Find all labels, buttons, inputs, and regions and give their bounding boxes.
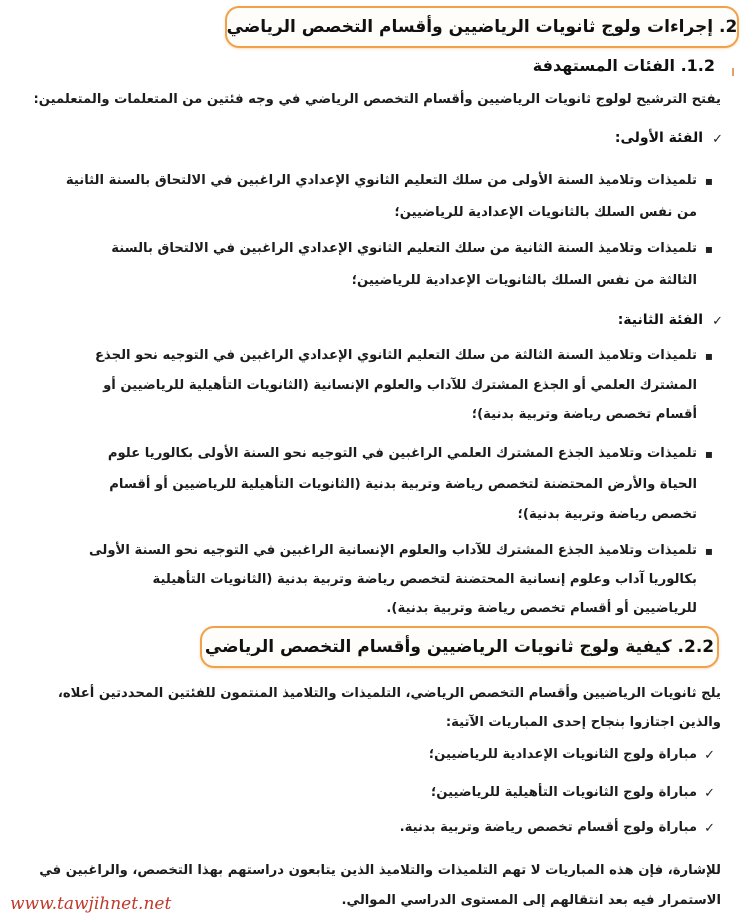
check-icon: ✓ (704, 748, 715, 763)
margin-mark (732, 68, 734, 76)
exam-item-3: مباراة ولوج أقسام تخصص رياضة وتربية بدنية. (399, 820, 697, 835)
note-line-2: الاستمرار فيه بعد انتقالهم إلى المستوى الدراسي الموالي. (341, 893, 721, 908)
note-line-1: للإشارة، فإن هذه المباريات لا تهم التلميذات والتلاميذ الذين يتابعون دراستهم بهذا التخصص، والراغبين في (39, 863, 721, 878)
square-bullet-icon: ▪ (704, 544, 713, 558)
category-two-item-3-line-1: تلميذات وتلاميذ الجذع المشترك للآداب والعلوم الإنسانية الراغبين في التوجيه نحو السنة الأولى (89, 543, 697, 558)
square-bullet-icon: ▪ (704, 242, 713, 256)
check-icon: ✓ (704, 821, 715, 836)
category-two-item-2-line-1: تلميذات وتلاميذ الجذع المشترك العلمي الراغبين في التوجيه نحو السنة الأولى بكالوريا علوم (107, 446, 697, 461)
category-one-item-2-line-1: تلميذات وتلاميذ السنة الثانية من سلك التعليم الثانوي الإعدادي الراغبين في الالتحاق بالسنة (111, 241, 697, 256)
exam-item-2: مباراة ولوج الثانويات التأهيلية للرياضيين؛ (430, 785, 697, 800)
check-icon: ✓ (712, 314, 723, 329)
access-paragraph-line-1: يلج ثانويات الرياضيين وأقسام التخصص الرياضي، التلميذات والتلاميذ المنتمون للفئتين المحددتين أعلاه، (57, 686, 721, 701)
category-one-title: الفئة الأولى: (614, 130, 703, 146)
category-one-item-2-line-2: الثالثة من نفس السلك بالثانويات الإعدادية للرياضيين؛ (351, 273, 697, 288)
category-two-item-2-line-2: الحياة والأرض المحتضنة لتخصص رياضة وتربية بدنية (الثانويات التأهيلية للرياضيين أو أقسام (109, 477, 697, 492)
category-one-item-1-line-2: من نفس السلك بالثانويات الإعدادية للرياضيين؛ (394, 205, 697, 220)
check-icon: ✓ (704, 786, 715, 801)
category-two-item-1-line-1: تلميذات وتلاميذ السنة الثالثة من سلك التعليم الثانوي الإعدادي الراغبين في التوجيه نحو الجذع (94, 348, 697, 363)
category-two-item-1-line-2: المشترك العلمي أو الجذع المشترك للآداب والعلوم الإنسانية (الثانويات التأهيلية للرياضيين أو (103, 378, 697, 393)
website-watermark: www.tawjihnet.net (10, 894, 172, 914)
category-two-item-3-line-3: للرياضيين أو أقسام تخصص رياضة وتربية بدنية). (386, 601, 697, 616)
check-icon: ✓ (712, 132, 723, 147)
target-groups-heading: 1.2. الفئات المستهدفة (532, 56, 715, 75)
exam-item-1: مباراة ولوج الثانويات الإعدادية للرياضيين؛ (428, 747, 697, 762)
category-two-item-3-line-2: بكالوريا آداب وعلوم إنسانية المحتضنة لتخصص رياضة وتربية بدنية (الثانويات التأهيلية (152, 572, 697, 587)
category-two-item-2-line-3: تخصص رياضة وتربية بدنية)؛ (517, 507, 697, 522)
square-bullet-icon: ▪ (704, 174, 713, 188)
main-heading: 2. إجراءات ولوج ثانويات الرياضيين وأقسام التخصص الرياضي (225, 6, 739, 48)
category-one-item-1-line-1: تلميذات وتلاميذ السنة الأولى من سلك التعليم الثانوي الإعدادي الراغبين في الالتحاق بالسنة الثانية (65, 173, 697, 188)
category-two-item-1-line-3: أقسام تخصص رياضة وتربية بدنية)؛ (471, 407, 697, 422)
square-bullet-icon: ▪ (704, 349, 713, 363)
access-heading: 2.2. كيفية ولوج ثانويات الرياضيين وأقسام التخصص الرياضي (200, 626, 719, 668)
access-paragraph-line-2: والذين اجتازوا بنجاح إحدى المباريات الآتية: (445, 715, 721, 730)
square-bullet-icon: ▪ (704, 447, 713, 461)
intro-paragraph: يفتح الترشيح لولوج ثانويات الرياضيين وأقسام التخصص الرياضي في وجه فئتين من المتعلمات والمتعلمين: (33, 92, 721, 107)
category-two-title: الفئة الثانية: (617, 312, 703, 328)
